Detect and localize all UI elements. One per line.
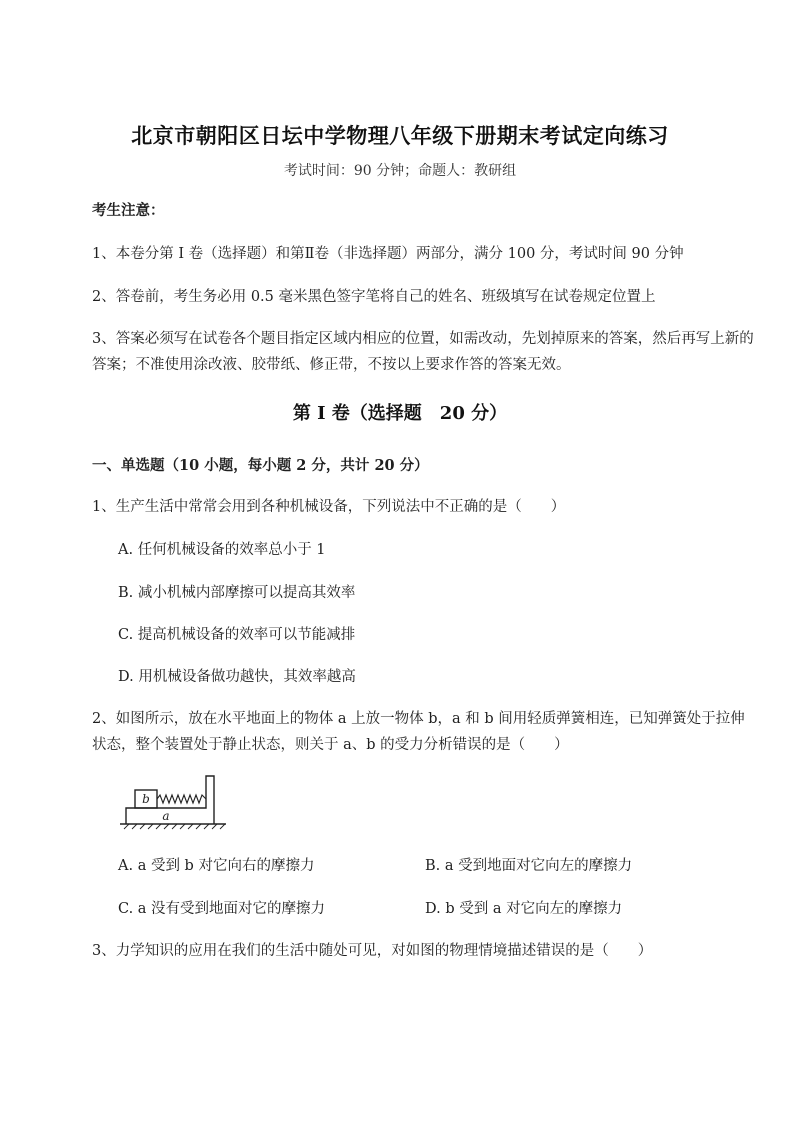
spring-blocks-figure xyxy=(118,772,228,832)
answer-option: C. 提高机械设备的效率可以节能减排 xyxy=(118,627,356,643)
notice-item: 1、本卷分第 I 卷（选择题）和第Ⅱ卷（非选择题）两部分，满分 100 分，考试时间 90 分钟 xyxy=(92,246,684,262)
notice-heading: 考生注意： xyxy=(92,202,165,219)
answer-option: B. 减小机械内部摩擦可以提高其效率 xyxy=(118,585,356,601)
notice-item: 3、答案必须写在试卷各个题目指定区域内相应的位置，如需改动，先划掉原来的答案，然后再写上新的答案；不准使用涂改液、胶带纸、修正带，不按以上要求作答的答案无效。 xyxy=(92,331,754,373)
ground-hatching xyxy=(124,824,225,829)
question-stem: 1、生产生活中常常会用到各种机械设备，下列说法中不正确的是（ ） xyxy=(92,499,566,515)
part-heading: 一、单选题（10 小题，每小题 2 分，共计 20 分） xyxy=(92,457,429,474)
exam-info: 考试时间：90 分钟；命题人：教研组 xyxy=(283,163,517,179)
notice-item: 2、答卷前，考生务必用 0.5 毫米黑色签字笔将自己的姓名、班级填写在试卷规定位置上 xyxy=(92,289,656,305)
spring xyxy=(157,795,206,803)
answer-option: A. a 受到 b 对它向右的摩擦力 xyxy=(118,858,315,874)
answer-option: D. b 受到 a 对它向左的摩擦力 xyxy=(425,901,623,917)
answer-option: B. a 受到地面对它向左的摩擦力 xyxy=(425,858,633,874)
answer-option: A. 任何机械设备的效率总小于 1 xyxy=(118,542,326,558)
block-a-label: a xyxy=(162,809,170,823)
section-title: 第 I 卷（选择题 20 分） xyxy=(292,403,508,424)
answer-option: C. a 没有受到地面对它的摩擦力 xyxy=(118,901,326,917)
question-stem: 2、如图所示，放在水平地面上的物体 a 上放一物体 b，a 和 b 间用轻质弹簧相连，已知弹簧处于拉伸状态，整个装置处于静止状态，则关于 a、b 的受力分析错误的是（ ） xyxy=(92,711,745,753)
page-title: 北京市朝阳区日坛中学物理八年级下册期末考试定向练习 xyxy=(131,123,669,148)
answer-option: D. 用机械设备做功越快，其效率越高 xyxy=(118,669,356,685)
question-stem: 3、力学知识的应用在我们的生活中随处可见，对如图的物理情境描述错误的是（ ） xyxy=(92,943,653,959)
block-b-label: b xyxy=(142,792,150,806)
